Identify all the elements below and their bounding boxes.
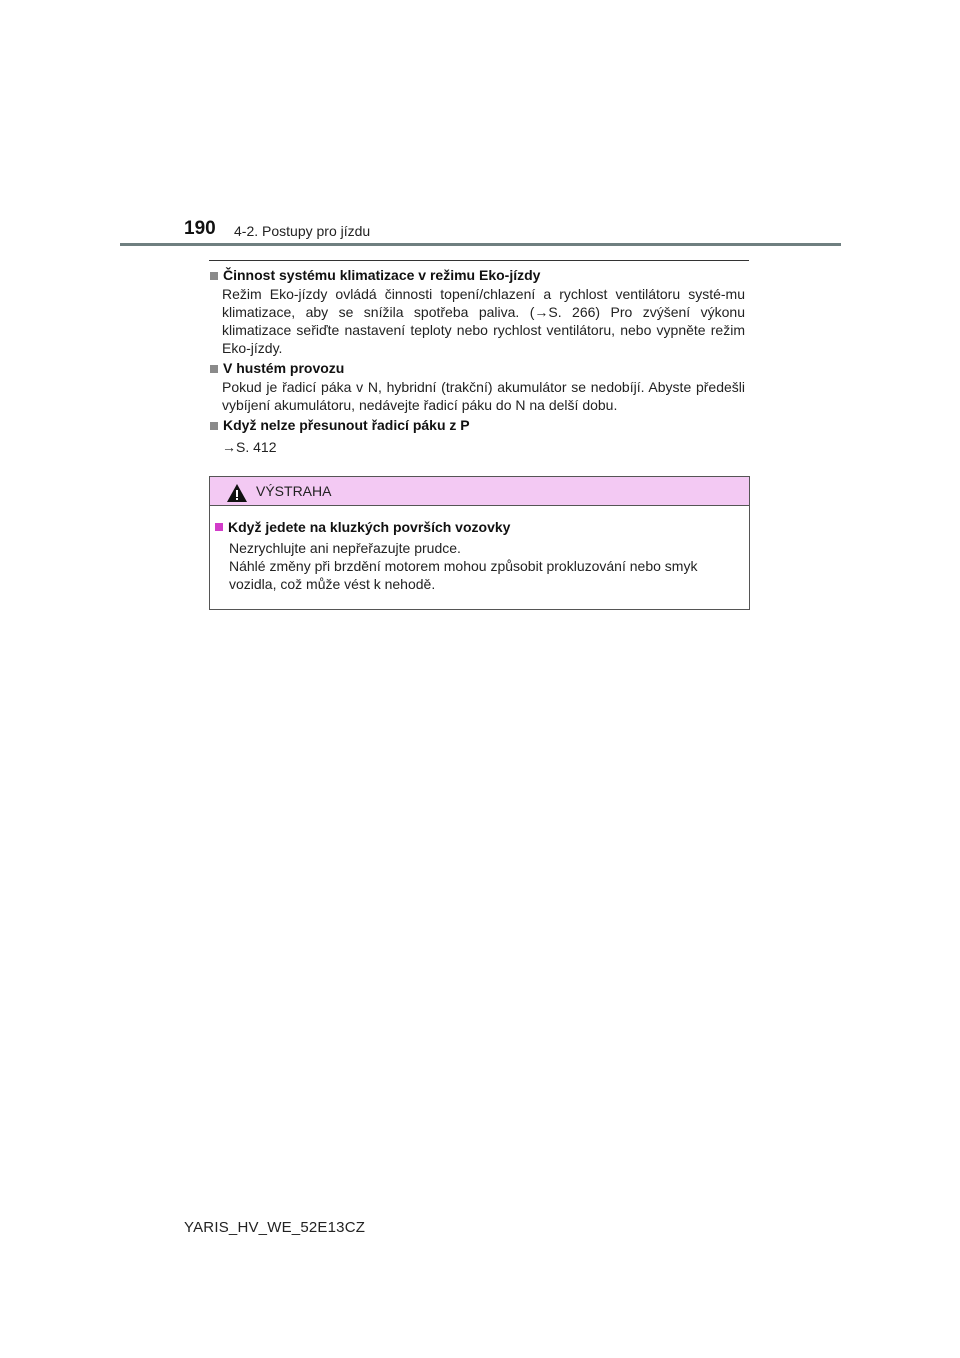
item-heading — [209, 416, 745, 435]
warning-box — [209, 476, 750, 610]
item-heading-text: V hustém provozu — [223, 360, 345, 376]
square-bullet-icon — [210, 272, 218, 280]
warning-heading — [214, 518, 743, 536]
list-item — [209, 359, 745, 414]
list-item — [209, 416, 745, 456]
warning-line: vozidla, což může vést k nehodě. — [229, 576, 436, 592]
square-bullet-icon — [215, 523, 223, 531]
header-divider — [120, 243, 841, 246]
warning-label: VÝSTRAHA — [256, 483, 332, 499]
warning-heading-text: Když jedete na kluzkých površích vozovky — [228, 519, 511, 535]
warning-header — [210, 477, 749, 506]
warning-text — [229, 539, 743, 593]
section-title: 4-2. Postupy pro jízdu — [234, 223, 371, 239]
content-area — [209, 266, 745, 458]
warning-body — [210, 506, 749, 593]
square-bullet-icon — [210, 422, 218, 430]
list-item — [209, 266, 745, 357]
item-body: Pokud je řadicí páka v N, hybridní (trakční) akumulátor se nedobíjí. Abyste předešli vybíjení akumulátoru, nedávejte řadicí páku do N na delší dobu. — [222, 379, 745, 413]
document-code: YARIS_HV_WE_52E13CZ — [184, 1219, 366, 1236]
warning-triangle-icon — [226, 483, 248, 503]
item-heading-text: Činnost systému klimatizace v režimu Eko-jízdy — [223, 267, 541, 283]
square-bullet-icon — [210, 365, 218, 373]
item-heading — [209, 359, 745, 378]
item-heading — [209, 266, 745, 285]
page-reference[interactable]: →S. 412 — [222, 439, 277, 455]
item-heading-text: Když nelze přesunout řadicí páku z P — [223, 417, 470, 433]
warning-line: Nezrychlujte ani nepřeřazujte prudce. — [229, 540, 461, 556]
content-divider — [209, 260, 749, 261]
item-body: Režim Eko-jízdy ovládá činnosti topení/chlazení a rychlost ventilátoru systé-mu klimatizace, aby se snížila spotřeba paliva. (→S. 266) Pro zvýšení výkonu klimatizace seřiďte nastavení teploty nebo rychlost ventilátoru, nebo vypněte režim Eko-jízdy. — [222, 286, 745, 356]
warning-line: Náhlé změny při brzdění motorem mohou způsobit prokluzování nebo smyk — [229, 558, 698, 574]
page-number: 190 — [184, 218, 216, 239]
